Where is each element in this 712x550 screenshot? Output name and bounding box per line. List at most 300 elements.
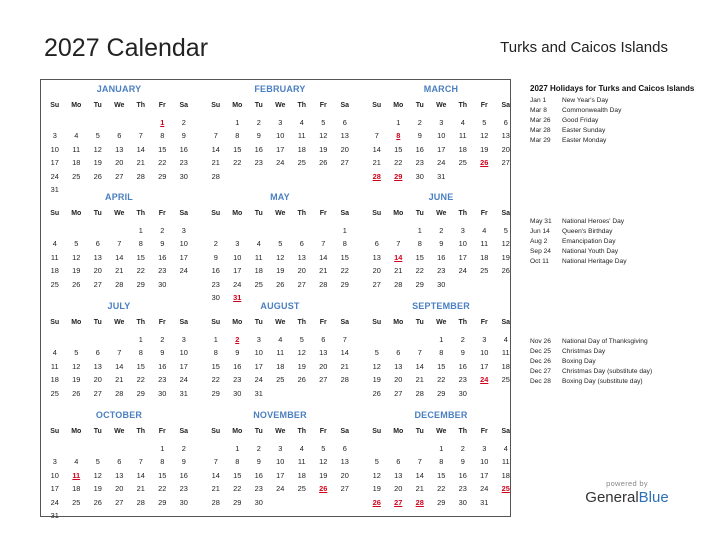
- day-cell: 26: [93, 171, 102, 181]
- day-cell: 20: [93, 375, 102, 385]
- day-cell: 27: [115, 171, 124, 181]
- holiday-name: Easter Sunday: [562, 127, 606, 134]
- day-cell: 9: [160, 348, 165, 358]
- day-cell: 2: [417, 118, 422, 127]
- month-november: [205, 410, 355, 509]
- day-cell: 3: [482, 444, 487, 453]
- weekday-header: Su: [211, 102, 221, 109]
- day-cell: 18: [50, 266, 59, 276]
- day-cell: 17: [50, 158, 59, 168]
- day-cell: 29: [211, 388, 220, 398]
- weekday-header: Fr: [158, 210, 166, 217]
- holiday-list-title: 2027 Holidays for Turks and Caicos Islands: [530, 84, 695, 93]
- day-cell: 1: [396, 118, 401, 127]
- weekday-header: We: [275, 319, 286, 326]
- day-cell: 6: [503, 118, 508, 127]
- holiday-date: Oct 11: [530, 258, 549, 265]
- day-cell: 27: [340, 484, 349, 494]
- day-cell: 23: [158, 266, 167, 276]
- day-cell: 5: [374, 457, 379, 467]
- month-name: AUGUST: [260, 301, 300, 311]
- day-cell: 6: [342, 444, 347, 453]
- day-cell: 8: [235, 457, 240, 467]
- holiday-day-cell: 24: [480, 375, 489, 385]
- month-june: [366, 192, 516, 291]
- day-cell: 12: [297, 348, 306, 358]
- brand-name-general: General: [585, 489, 639, 506]
- weekday-header: Sa: [179, 319, 189, 326]
- month-october: [44, 410, 194, 522]
- day-cell: 10: [276, 131, 285, 141]
- day-cell: 19: [72, 375, 81, 385]
- weekday-header: Mo: [71, 102, 82, 109]
- page-title: 2027 Calendar: [44, 34, 209, 62]
- holiday-date: Sep 24: [530, 248, 551, 255]
- brand-name: [582, 489, 672, 506]
- day-cell: 1: [439, 335, 444, 344]
- day-cell: 30: [415, 171, 424, 181]
- empty-cell: [409, 442, 431, 455]
- day-cell: 8: [160, 131, 165, 141]
- day-cell: 15: [158, 470, 167, 480]
- day-cell: 1: [235, 444, 240, 453]
- day-cell: 5: [95, 457, 100, 467]
- holiday-row: [530, 126, 705, 136]
- day-cell: 17: [480, 361, 489, 371]
- weekday-header: Sa: [179, 428, 189, 435]
- weekday-header: Th: [136, 102, 146, 109]
- holiday-date: Mar 28: [530, 127, 551, 134]
- day-cell: 6: [117, 131, 122, 141]
- day-cell: 12: [480, 131, 489, 141]
- day-cell: 14: [136, 144, 145, 154]
- holiday-name: Easter Monday: [562, 137, 607, 144]
- weekday-header: Th: [458, 210, 468, 217]
- empty-cell: [130, 442, 152, 455]
- day-cell: 17: [437, 144, 446, 154]
- day-cell: 23: [211, 279, 220, 289]
- day-cell: 27: [372, 279, 381, 289]
- day-cell: 4: [278, 335, 283, 344]
- day-cell: 27: [319, 375, 328, 385]
- day-cell: 25: [72, 171, 81, 181]
- weekday-header: Su: [372, 102, 382, 109]
- day-cell: 26: [501, 266, 510, 276]
- holiday-row: [530, 367, 705, 377]
- day-cell: 3: [482, 335, 487, 344]
- day-cell: 7: [417, 457, 422, 467]
- weekday-header: Mo: [232, 428, 243, 435]
- weekday-header: Tu: [415, 210, 424, 217]
- day-cell: 21: [136, 158, 145, 168]
- day-cell: 22: [211, 375, 220, 385]
- day-cell: 20: [297, 266, 306, 276]
- weekday-header: Fr: [319, 319, 327, 326]
- empty-cell: [44, 442, 66, 455]
- day-cell: 25: [254, 279, 263, 289]
- holiday-name: Boxing Day: [562, 358, 596, 365]
- day-cell: 5: [482, 118, 487, 127]
- month-march: [366, 84, 516, 183]
- day-cell: 12: [72, 361, 81, 371]
- day-cell: 2: [256, 444, 261, 453]
- weekday-header: Sa: [501, 428, 511, 435]
- day-cell: 20: [93, 266, 102, 276]
- day-cell: 6: [117, 457, 122, 467]
- weekday-header: Th: [136, 428, 146, 435]
- day-cell: 23: [233, 375, 242, 385]
- day-cell: 29: [340, 279, 349, 289]
- day-cell: 21: [394, 266, 403, 276]
- day-cell: 10: [179, 239, 188, 249]
- day-cell: 30: [254, 497, 263, 507]
- empty-cell: [109, 116, 131, 129]
- empty-cell: [388, 333, 410, 346]
- empty-cell: [409, 333, 431, 346]
- day-cell: 25: [297, 158, 306, 168]
- day-cell: 3: [278, 118, 283, 127]
- day-cell: 12: [93, 144, 102, 154]
- day-cell: 24: [179, 375, 188, 385]
- month-name: JULY: [107, 301, 131, 311]
- day-cell: 23: [254, 158, 263, 168]
- day-cell: 31: [480, 497, 489, 507]
- day-cell: 24: [276, 484, 285, 494]
- day-cell: 5: [321, 118, 326, 127]
- month-september: [366, 301, 516, 400]
- day-cell: 2: [213, 239, 218, 249]
- day-cell: 2: [460, 444, 465, 453]
- day-cell: 9: [181, 457, 186, 467]
- day-cell: 13: [394, 470, 403, 480]
- day-cell: 19: [372, 375, 381, 385]
- day-cell: 5: [503, 226, 508, 235]
- weekday-header: Fr: [480, 428, 488, 435]
- day-cell: 28: [394, 279, 403, 289]
- weekday-header: Fr: [480, 319, 488, 326]
- day-cell: 19: [93, 484, 102, 494]
- weekday-header: We: [114, 428, 125, 435]
- month-january: [44, 84, 194, 196]
- empty-cell: [87, 116, 109, 129]
- day-cell: 10: [437, 131, 446, 141]
- day-cell: 28: [211, 171, 220, 181]
- holiday-day-cell: 26: [319, 484, 328, 494]
- holiday-name: New Year's Day: [562, 97, 609, 104]
- holiday-name: National Day of Thanksgiving: [562, 338, 648, 345]
- day-cell: 23: [458, 484, 467, 494]
- weekday-header: Su: [50, 102, 60, 109]
- empty-cell: [291, 224, 313, 237]
- day-cell: 18: [72, 484, 81, 494]
- month-february: [205, 84, 355, 183]
- day-cell: 29: [415, 279, 424, 289]
- holiday-date: Dec 28: [530, 378, 551, 385]
- empty-cell: [227, 224, 249, 237]
- day-cell: 17: [254, 361, 263, 371]
- holiday-day-cell: 11: [72, 470, 81, 480]
- day-cell: 17: [458, 252, 467, 262]
- day-cell: 2: [439, 226, 444, 235]
- day-cell: 30: [458, 388, 467, 398]
- day-cell: 11: [480, 239, 489, 249]
- holiday-list-1: [530, 83, 705, 146]
- day-cell: 22: [394, 158, 403, 168]
- day-cell: 6: [396, 348, 401, 358]
- day-cell: 7: [138, 457, 143, 467]
- day-cell: 7: [321, 239, 326, 249]
- weekday-header: Sa: [340, 428, 350, 435]
- day-cell: 16: [211, 266, 220, 276]
- empty-cell: [388, 224, 410, 237]
- day-cell: 22: [233, 484, 242, 494]
- day-cell: 14: [372, 144, 381, 154]
- day-cell: 11: [50, 252, 59, 262]
- holiday-name: Christmas Day: [562, 348, 606, 355]
- day-cell: 17: [276, 144, 285, 154]
- day-cell: 28: [340, 375, 349, 385]
- holiday-name: Christmas Day (substitute day): [562, 368, 653, 375]
- empty-cell: [366, 442, 388, 455]
- day-cell: 3: [278, 444, 283, 453]
- day-cell: 26: [297, 375, 306, 385]
- day-cell: 7: [342, 335, 347, 344]
- day-cell: 29: [233, 497, 242, 507]
- day-cell: 10: [480, 348, 489, 358]
- day-cell: 15: [233, 144, 242, 154]
- day-cell: 15: [136, 252, 145, 262]
- day-cell: 8: [138, 348, 143, 358]
- day-cell: 19: [276, 266, 285, 276]
- day-cell: 20: [394, 484, 403, 494]
- day-cell: 18: [297, 470, 306, 480]
- day-cell: 21: [115, 375, 124, 385]
- day-cell: 31: [50, 510, 59, 520]
- day-cell: 10: [480, 457, 489, 467]
- day-cell: 16: [158, 252, 167, 262]
- day-cell: 28: [415, 388, 424, 398]
- weekday-header: Th: [136, 319, 146, 326]
- day-cell: 18: [254, 266, 263, 276]
- day-cell: 29: [136, 279, 145, 289]
- day-cell: 18: [501, 470, 510, 480]
- day-cell: 19: [297, 361, 306, 371]
- day-cell: 19: [480, 144, 489, 154]
- day-cell: 16: [158, 361, 167, 371]
- day-cell: 20: [501, 144, 510, 154]
- day-cell: 18: [297, 144, 306, 154]
- day-cell: 25: [50, 388, 59, 398]
- day-cell: 30: [437, 279, 446, 289]
- day-cell: 10: [50, 470, 59, 480]
- day-cell: 25: [50, 279, 59, 289]
- empty-cell: [87, 442, 109, 455]
- holiday-day-cell: 31: [233, 292, 242, 302]
- holiday-day-cell: 8: [396, 131, 401, 141]
- day-cell: 20: [115, 484, 124, 494]
- day-cell: 23: [179, 158, 188, 168]
- day-cell: 1: [138, 335, 143, 344]
- day-cell: 24: [458, 266, 467, 276]
- weekday-header: Su: [211, 428, 221, 435]
- day-cell: 29: [437, 388, 446, 398]
- day-cell: 30: [179, 171, 188, 181]
- weekday-header: Th: [297, 319, 307, 326]
- day-cell: 29: [158, 171, 167, 181]
- day-cell: 17: [179, 252, 188, 262]
- day-cell: 11: [501, 457, 510, 467]
- holiday-day-cell: 14: [394, 252, 403, 262]
- weekday-header: Su: [50, 210, 60, 217]
- month-name: DECEMBER: [414, 410, 468, 420]
- weekday-header: Fr: [319, 102, 327, 109]
- day-cell: 22: [136, 266, 145, 276]
- day-cell: 4: [482, 226, 487, 235]
- day-cell: 21: [136, 484, 145, 494]
- day-cell: 22: [437, 375, 446, 385]
- day-cell: 17: [276, 470, 285, 480]
- day-cell: 22: [158, 158, 167, 168]
- holiday-date: Aug 2: [530, 238, 548, 245]
- day-cell: 2: [160, 226, 165, 235]
- weekday-header: Tu: [93, 102, 102, 109]
- weekday-header: We: [436, 319, 447, 326]
- day-cell: 26: [72, 279, 81, 289]
- holiday-row: [530, 357, 705, 367]
- day-cell: 7: [138, 131, 143, 141]
- day-cell: 22: [158, 484, 167, 494]
- day-cell: 7: [213, 457, 218, 467]
- day-cell: 13: [340, 457, 349, 467]
- day-cell: 27: [115, 497, 124, 507]
- day-cell: 31: [179, 388, 188, 398]
- day-cell: 1: [138, 226, 143, 235]
- day-cell: 24: [437, 158, 446, 168]
- day-cell: 20: [340, 144, 349, 154]
- empty-cell: [66, 442, 88, 455]
- weekday-header: Mo: [393, 319, 404, 326]
- holiday-name: National Heritage Day: [562, 258, 627, 265]
- empty-cell: [205, 224, 227, 237]
- day-cell: 26: [319, 158, 328, 168]
- day-cell: 15: [437, 361, 446, 371]
- day-cell: 1: [213, 335, 218, 344]
- empty-cell: [205, 116, 227, 129]
- day-cell: 8: [439, 348, 444, 358]
- day-cell: 21: [372, 158, 381, 168]
- holiday-name: Commonwealth Day: [562, 107, 622, 114]
- weekday-header: We: [114, 102, 125, 109]
- empty-cell: [313, 224, 335, 237]
- day-cell: 3: [52, 457, 57, 467]
- day-cell: 11: [501, 348, 510, 358]
- day-cell: 23: [179, 484, 188, 494]
- day-cell: 25: [297, 484, 306, 494]
- day-cell: 9: [256, 131, 261, 141]
- holiday-row: [530, 247, 705, 257]
- day-cell: 12: [372, 361, 381, 371]
- day-cell: 11: [297, 457, 306, 467]
- holiday-day-cell: 29: [394, 171, 403, 181]
- day-cell: 9: [160, 239, 165, 249]
- day-cell: 22: [233, 158, 242, 168]
- weekday-header: Mo: [232, 319, 243, 326]
- day-cell: 20: [115, 158, 124, 168]
- weekday-header: Fr: [319, 210, 327, 217]
- month-name: APRIL: [105, 192, 133, 202]
- weekday-header: We: [275, 428, 286, 435]
- brand-name-blue: Blue: [638, 489, 669, 506]
- day-cell: 23: [458, 375, 467, 385]
- day-cell: 3: [235, 239, 240, 249]
- weekday-header: Mo: [71, 319, 82, 326]
- holiday-name: National Heroes' Day: [562, 218, 625, 225]
- weekday-header: Tu: [415, 319, 424, 326]
- day-cell: 1: [160, 444, 165, 453]
- empty-cell: [109, 333, 131, 346]
- weekday-header: We: [114, 319, 125, 326]
- weekday-header: Sa: [179, 102, 189, 109]
- holiday-day-cell: 28: [372, 171, 381, 181]
- day-cell: 13: [340, 131, 349, 141]
- empty-cell: [66, 333, 88, 346]
- day-cell: 16: [254, 470, 263, 480]
- day-cell: 31: [437, 171, 446, 181]
- holiday-name: Emancipation Day: [562, 238, 616, 245]
- day-cell: 8: [417, 239, 422, 249]
- weekday-header: Mo: [71, 428, 82, 435]
- day-cell: 7: [213, 131, 218, 141]
- day-cell: 13: [115, 470, 124, 480]
- day-cell: 4: [52, 239, 57, 249]
- day-cell: 6: [342, 118, 347, 127]
- weekday-header: We: [275, 210, 286, 217]
- holiday-row: [530, 237, 705, 247]
- month-name: MARCH: [423, 84, 459, 94]
- day-cell: 30: [179, 497, 188, 507]
- empty-cell: [248, 224, 270, 237]
- day-cell: 18: [72, 158, 81, 168]
- empty-cell: [205, 442, 227, 455]
- holiday-day-cell: 28: [415, 497, 424, 507]
- empty-cell: [366, 116, 388, 129]
- day-cell: 6: [95, 239, 100, 249]
- day-cell: 31: [254, 388, 263, 398]
- weekday-header: Th: [297, 210, 307, 217]
- day-cell: 3: [181, 226, 186, 235]
- day-cell: 4: [52, 348, 57, 358]
- empty-cell: [109, 442, 131, 455]
- day-cell: 23: [415, 158, 424, 168]
- day-cell: 10: [276, 457, 285, 467]
- empty-cell: [66, 224, 88, 237]
- day-cell: 11: [458, 131, 467, 141]
- day-cell: 17: [233, 266, 242, 276]
- empty-cell: [44, 224, 66, 237]
- day-cell: 9: [256, 457, 261, 467]
- day-cell: 8: [138, 239, 143, 249]
- empty-cell: [44, 116, 66, 129]
- day-cell: 24: [179, 266, 188, 276]
- day-cell: 8: [160, 457, 165, 467]
- day-cell: 5: [299, 335, 304, 344]
- day-cell: 24: [50, 171, 59, 181]
- day-cell: 4: [74, 457, 79, 467]
- day-cell: 16: [458, 361, 467, 371]
- holiday-row: [530, 106, 705, 116]
- day-cell: 15: [394, 144, 403, 154]
- day-cell: 30: [158, 388, 167, 398]
